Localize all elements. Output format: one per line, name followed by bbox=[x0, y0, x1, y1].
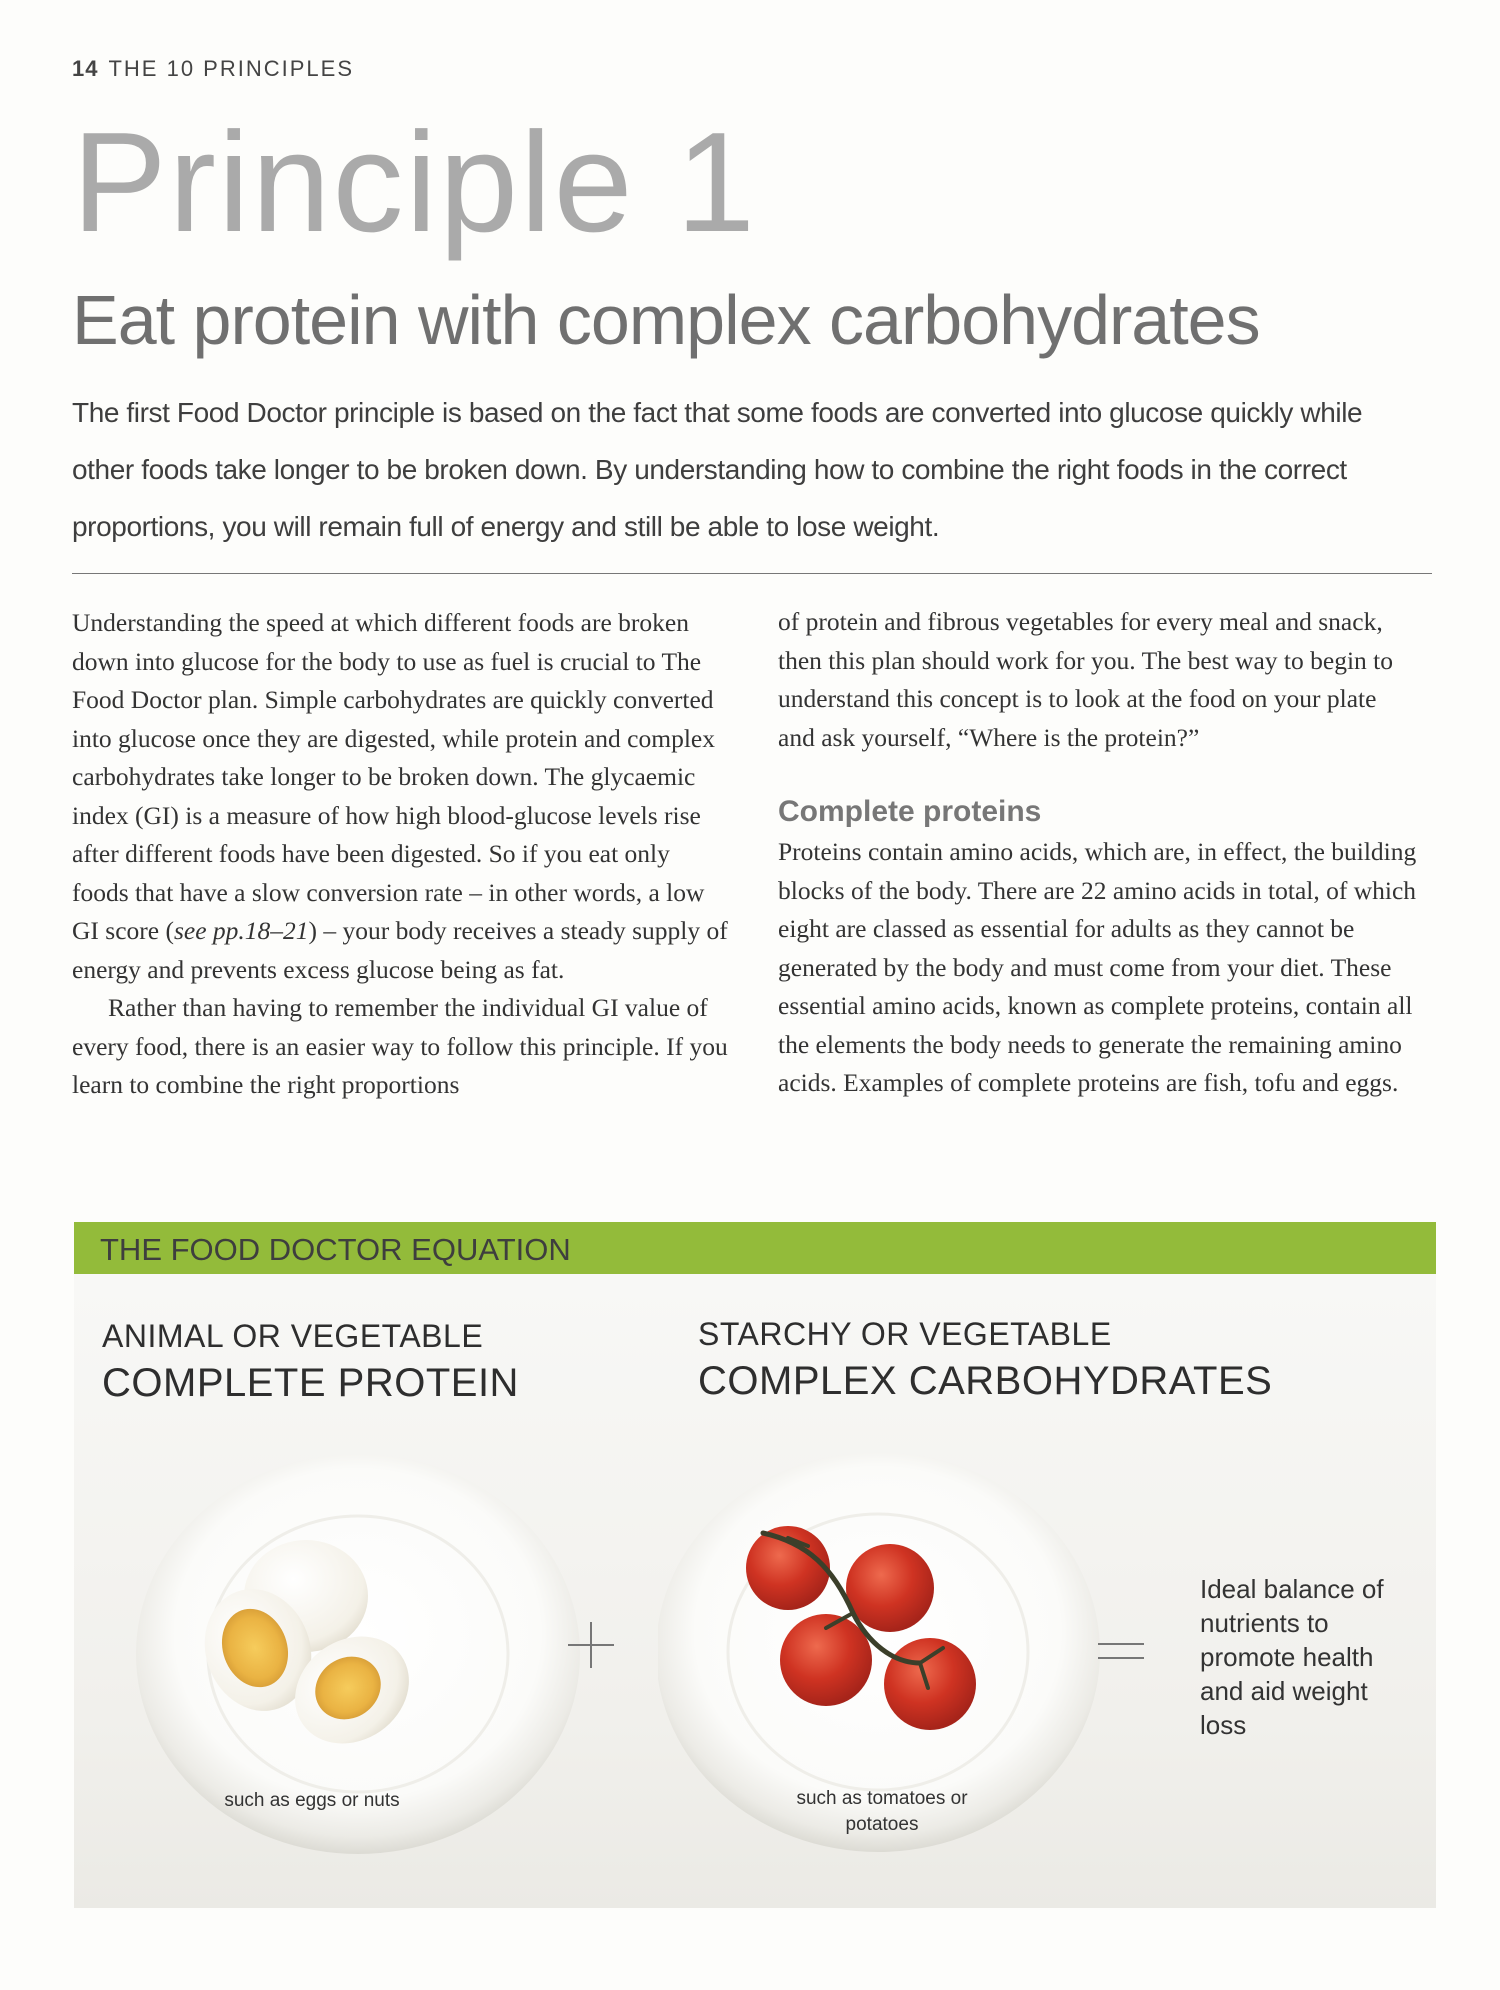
page-number: 14 bbox=[72, 56, 99, 81]
equation-banner-title: THE FOOD DOCTOR EQUATION bbox=[100, 1232, 571, 1267]
carbs-heading bbox=[698, 1316, 1272, 1404]
body-paragraph-2-continued: of protein and fibrous vegetables for every meal and snack, then this plan should work for you. The best way to begin to understand this concept is to look at the food on your plate and ask yourself, “Where is the protein?” bbox=[778, 607, 1393, 752]
subhead-complete-proteins: Complete proteins bbox=[778, 795, 1042, 828]
page-subtitle: Eat protein with complex carbohydrates bbox=[72, 281, 1260, 359]
tomato-caption: such as tomatoes or potatoes bbox=[796, 1788, 968, 1835]
body-paragraph-3: Proteins contain amino acids, which are, in effect, the building blocks of the body. There are 22 amino acids in total, of which eight are classed as essential for adults as they cannot be generated by the body and must come from your diet. These essential amino acids, known as complete proteins, contain all the elements the body needs to generate the remaining amino acids. Examples of complete proteins are fish, tofu and eggs. bbox=[778, 837, 1417, 1097]
equation-banner bbox=[74, 1222, 1436, 1274]
carbs-heading-big: COMPLEX CARBOHYDRATES bbox=[698, 1359, 1273, 1403]
body-paragraph-1 bbox=[72, 604, 732, 989]
egg-caption: such as eggs or nuts bbox=[224, 1790, 400, 1811]
tomato-4 bbox=[884, 1638, 976, 1730]
protein-heading bbox=[102, 1318, 519, 1406]
protein-heading-small: ANIMAL OR VEGETABLE bbox=[102, 1318, 484, 1354]
p1-text-start: Understanding the speed at which different foods are broken down into glucose for the body to use as fuel is crucial to The Food Doctor plan. Simple carbohydrates are quickly converted into glucose once they are digested, while protein and complex carbohydrates take longer to be broken down. The glycaemic index (GI) is a measure of how high blood-glucose levels rise after different foods have been digested. So if you eat only foods that have a slow conversion rate – in other words, a low GI score ( bbox=[72, 608, 715, 945]
divider-rule bbox=[72, 573, 1432, 574]
p1-text-end: ) – your body receives a steady supply of energy and prevents excess glucose being as fat. bbox=[72, 916, 728, 984]
plus-icon bbox=[566, 1620, 616, 1670]
equation-result: Ideal balance of nutrients to promote health and aid weight loss bbox=[1200, 1574, 1384, 1740]
tomato-2 bbox=[846, 1544, 934, 1632]
equals-icon bbox=[1096, 1640, 1146, 1662]
body-column-right bbox=[778, 603, 1418, 1103]
carbs-heading-small: STARCHY OR VEGETABLE bbox=[698, 1316, 1112, 1352]
intro-paragraph: The first Food Doctor principle is based on the fact that some foods are converted into glucose quickly while other foods take longer to be broken down. By understanding how to combine the right foods in the correct proportions, you will remain full of energy and still be able to lose weight. bbox=[72, 397, 1363, 542]
page-reference: see pp.18–21 bbox=[173, 916, 309, 945]
body-column-left bbox=[72, 604, 732, 1105]
protein-heading-big: COMPLETE PROTEIN bbox=[102, 1361, 519, 1405]
body-paragraph-2: Rather than having to remember the individual GI value of every food, there is an easier way to follow this principle. If you learn to combine the right proportions bbox=[72, 993, 728, 1099]
running-head bbox=[72, 56, 354, 82]
section-name: THE 10 PRINCIPLES bbox=[108, 56, 354, 81]
page-title: Principle 1 bbox=[72, 103, 757, 262]
